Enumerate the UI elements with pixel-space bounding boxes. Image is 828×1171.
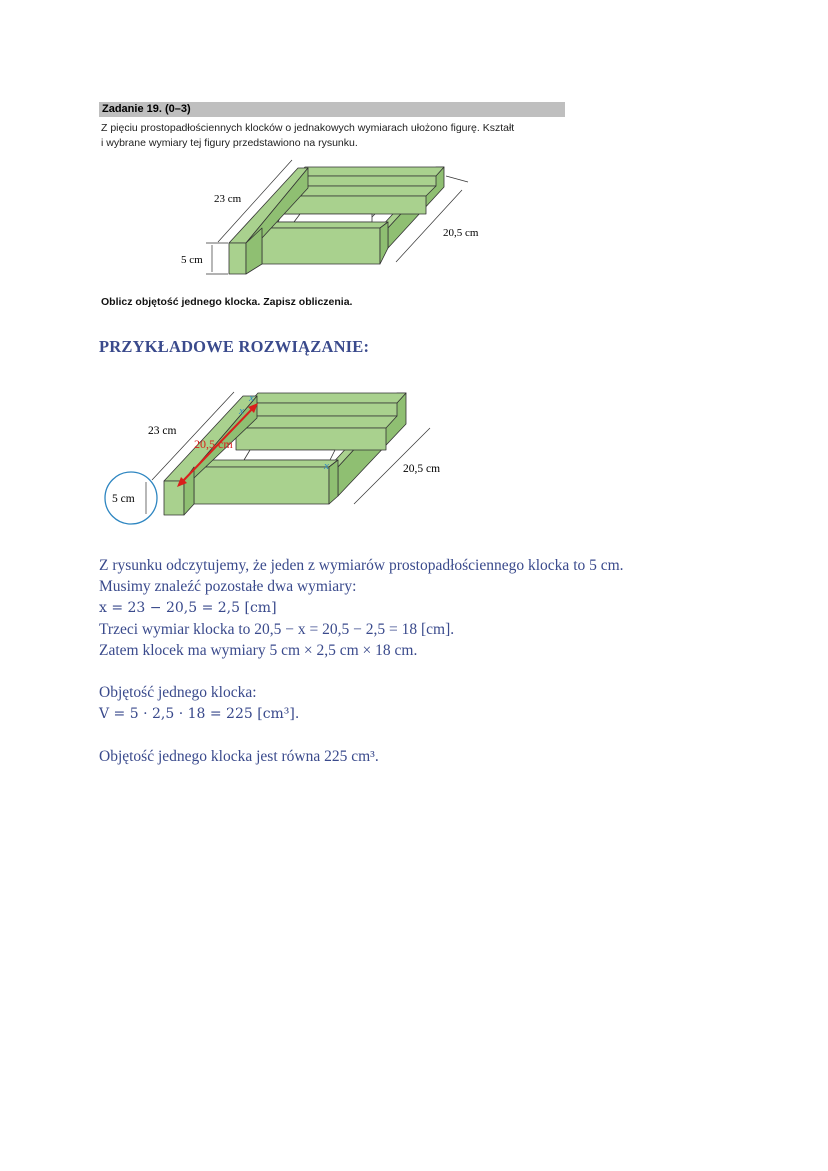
fig2-inner-label: 20,5 cm (194, 437, 233, 451)
task-text-line: Z pięciu prostopadłościennych klocków o jednakowych wymiarach ułożono figurę. Kształt (101, 122, 515, 134)
front-block-side (329, 460, 338, 504)
inner-face (236, 428, 386, 450)
x-label: x (249, 392, 254, 404)
left-block-front (164, 481, 184, 515)
front-block-front (194, 467, 329, 504)
x-label: x (239, 405, 244, 417)
fig1-height-label: 5 cm (181, 254, 203, 266)
back-block-top (249, 393, 406, 403)
solution-line: Trzeci wymiar klocka to 20,5 − x = 20,5 − 2,5 = 18 [cm]. (99, 621, 455, 638)
fig2-height-label: 5 cm (112, 493, 135, 505)
front-block-top (194, 460, 338, 467)
solution-line: Z rysunku odczytujemy, że jeden z wymiarów prostopadłościennego klocka to 5 cm. (99, 557, 624, 574)
task-text-line: i wybrane wymiary tej figury przedstawiono na rysunku. (101, 137, 358, 149)
solution-conclusion: Objętość jednego klocka jest równa 225 cm³. (99, 748, 379, 765)
fig2-depth-label: 20,5 cm (403, 463, 441, 475)
fig1-depth-label: 20,5 cm (443, 227, 479, 239)
solution-title: PRZYKŁADOWE ROZWIĄZANIE: (99, 337, 370, 356)
solution-equation: x = 23 − 20,5 = 2,5 [cm] (99, 600, 277, 616)
inner-block-top (236, 416, 397, 428)
task-header: Zadanie 19. (0–3) (99, 102, 565, 117)
task-instruction: Oblicz objętość jednego klocka. Zapisz obliczenia. (101, 296, 353, 308)
back-block-front (249, 403, 397, 416)
solution-line: Zatem klocek ma wymiary 5 cm × 2,5 cm × 18 cm. (99, 642, 418, 659)
inner-hole (244, 450, 335, 460)
x-label: x (324, 460, 329, 472)
fig1-length-label: 23 cm (214, 193, 242, 205)
fig2-length-label: 23 cm (148, 425, 177, 437)
solution-line: Objętość jednego klocka: (99, 684, 257, 701)
solution-equation: V = 5 · 2,5 · 18 = 225 [cm³]. (99, 706, 300, 722)
solution-line: Musimy znaleźć pozostałe dwa wymiary: (99, 578, 357, 595)
